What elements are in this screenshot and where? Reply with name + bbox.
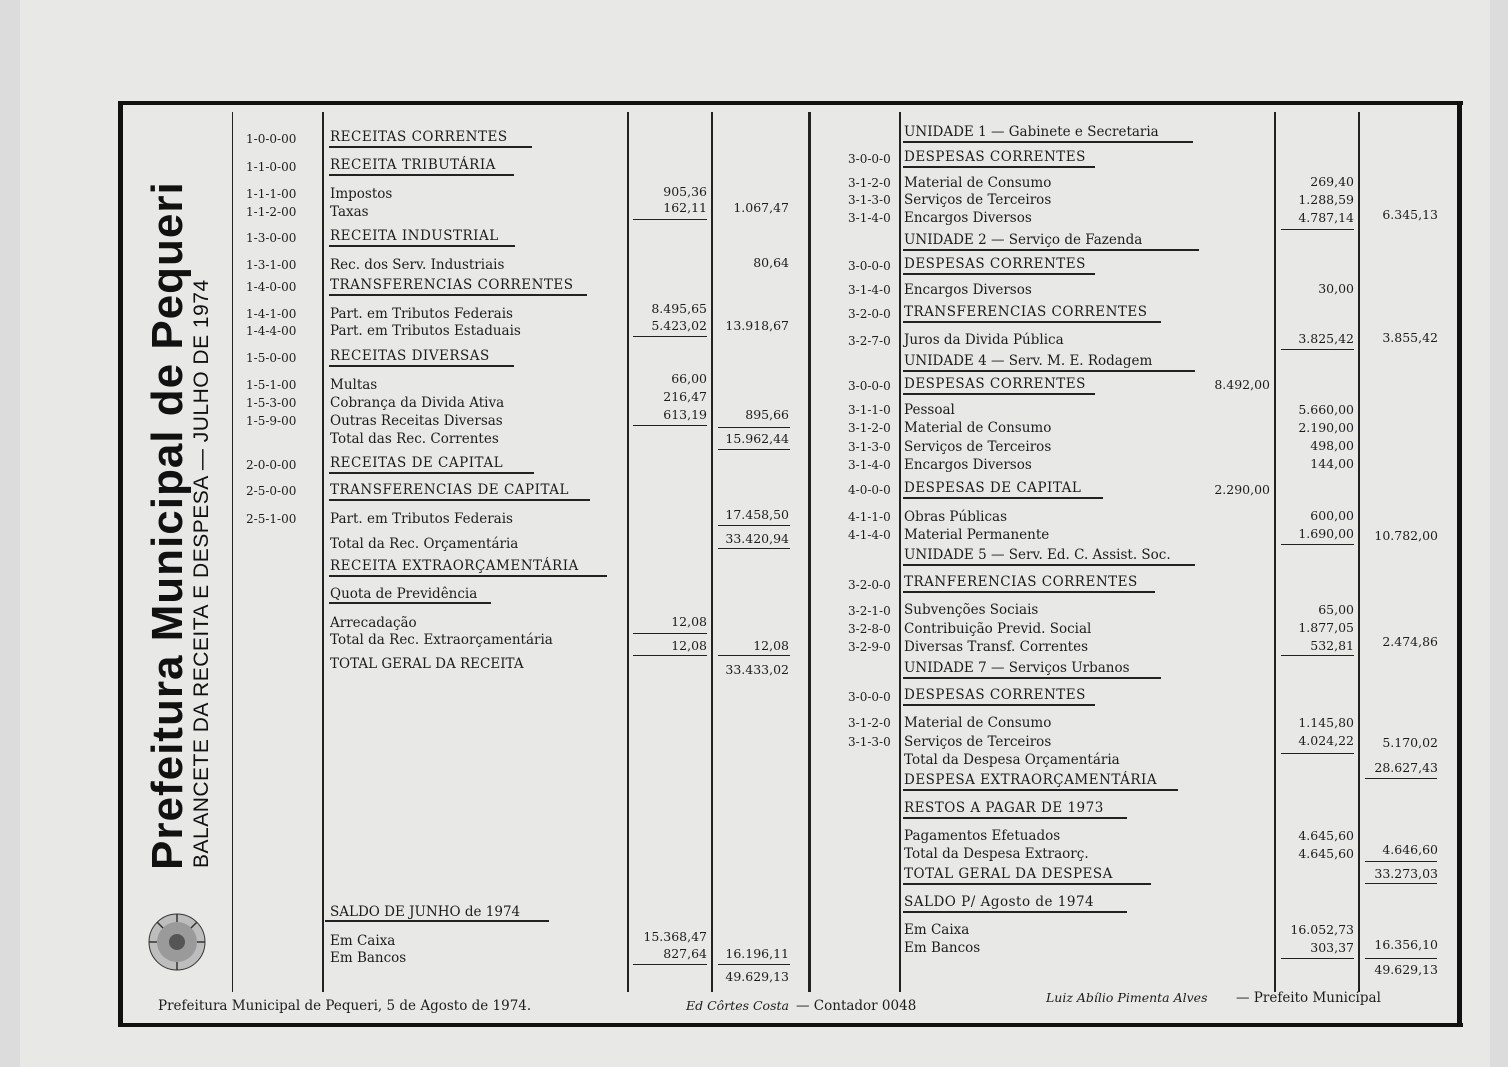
amount-grand-total: 49.629,13: [1374, 962, 1438, 977]
footer-prefeito-name: Luiz Abílio Pimenta Alves: [1046, 990, 1208, 1005]
heading-underline: [903, 883, 1151, 885]
sum-rule: [718, 525, 790, 526]
heading-underline: [903, 564, 1195, 566]
amount-partial: 3.825,42: [1298, 331, 1354, 346]
amount-partial: 600,00: [1310, 508, 1354, 523]
amount-partial: 216,47: [663, 389, 707, 404]
line-item-label: Part. em Tributos Estaduais: [330, 323, 521, 339]
account-code: 1-5-3-00: [246, 396, 297, 410]
rule-receita-code-col: [232, 112, 233, 992]
amount-partial: 4.787,14: [1298, 210, 1354, 225]
account-code: 3-0-0-0: [848, 379, 891, 393]
account-code: 3-2-8-0: [848, 622, 891, 636]
amount-partial: 613,19: [663, 407, 707, 422]
line-item-label: Material de Consumo: [904, 715, 1052, 731]
sum-rule: [633, 655, 707, 656]
account-code: 3-0-0-0: [848, 259, 891, 273]
sum-rule: [718, 964, 790, 965]
account-code: 3-1-4-0: [848, 211, 891, 225]
sum-rule: [633, 425, 707, 426]
line-item-label: Multas: [330, 377, 378, 393]
amount-partial: 4.645,60: [1298, 828, 1354, 843]
account-code: 2-5-1-00: [246, 512, 297, 526]
total-label: Total das Rec. Correntes: [330, 431, 499, 447]
total-label: Total da Despesa Orçamentária: [904, 752, 1120, 768]
rule-despesa-num2: [1358, 112, 1360, 992]
amount-total: 28.627,43: [1374, 760, 1438, 775]
account-code: 1-4-1-00: [246, 307, 297, 321]
amount-partial: 8.495,65: [651, 301, 707, 316]
amount-partial: 65,00: [1318, 602, 1354, 617]
line-item-label: Cobrança da Divida Ativa: [330, 395, 505, 411]
line-item-label: Pessoal: [904, 402, 955, 418]
total-label: Total da Despesa Extraorç.: [904, 846, 1089, 862]
section-heading: SALDO P/ Agosto de 1974: [904, 894, 1095, 910]
sum-rule: [1365, 883, 1437, 884]
line-item-label: Outras Receitas Diversas: [330, 413, 503, 429]
heading-underline: [903, 704, 1095, 706]
grand-total-label: TOTAL GERAL DA DESPESA: [904, 866, 1113, 882]
line-item-label: Encargos Diversos: [904, 210, 1032, 226]
amount-partial: 162,11: [663, 200, 707, 215]
section-heading: TRANSFERENCIAS DE CAPITAL: [330, 482, 569, 498]
account-code: 4-1-1-0: [848, 510, 891, 524]
frame-border-top: [118, 101, 1463, 105]
amount-partial: 498,00: [1310, 438, 1354, 453]
amount-subtotal: 10.782,00: [1374, 528, 1438, 543]
heading-underline: [903, 141, 1193, 143]
amount-subtotal: 5.170,02: [1382, 735, 1438, 750]
sum-rule: [633, 964, 707, 965]
sum-rule: [1365, 861, 1437, 862]
line-item-label: Contribuição Previd. Social: [904, 621, 1092, 637]
amount-grand-total: 33.433,02: [725, 662, 789, 677]
unit-heading: UNIDADE 4 — Serv. M. E. Rodagem: [904, 353, 1153, 369]
line-item-label: Em Bancos: [904, 940, 981, 956]
total-label: Total da Rec. Orçamentária: [330, 536, 519, 552]
line-item-label: Encargos Diversos: [904, 457, 1032, 473]
account-code: 1-5-9-00: [246, 414, 297, 428]
account-code: 3-1-3-0: [848, 735, 891, 749]
heading-underline: [903, 591, 1155, 593]
account-code: 3-1-1-0: [848, 403, 891, 417]
heading-underline: [329, 499, 590, 501]
amount-partial: 905,36: [663, 184, 707, 199]
sum-rule: [1281, 349, 1354, 350]
heading-underline: [903, 817, 1127, 819]
account-code: 3-2-9-0: [848, 640, 891, 654]
sum-rule: [1281, 544, 1354, 545]
rule-receita-desc-left: [322, 112, 324, 992]
section-heading: TRANFERENCIAS CORRENTES: [904, 574, 1138, 590]
sum-rule: [1365, 958, 1437, 959]
sum-rule: [718, 449, 790, 450]
heading-underline: [903, 321, 1161, 323]
account-code: 3-2-1-0: [848, 604, 891, 618]
line-item-label: Em Caixa: [330, 933, 396, 949]
amount-partial: 303,37: [1310, 940, 1354, 955]
sum-rule: [633, 633, 707, 634]
line-item-label: Material de Consumo: [904, 175, 1052, 191]
frame-border-right: [1457, 101, 1462, 1027]
amount-partial: 12,08: [671, 614, 707, 629]
unit-heading: UNIDADE 7 — Serviços Urbanos: [904, 660, 1130, 676]
account-code: 3-1-2-0: [848, 716, 891, 730]
total-label: Total da Rec. Extraorçamentária: [330, 632, 553, 648]
heading-underline: [903, 166, 1095, 168]
sum-rule: [1281, 958, 1354, 959]
section-heading: DESPESAS CORRENTES: [904, 376, 1086, 392]
frame-border-bottom: [118, 1023, 1463, 1027]
amount-subtotal: 4.646,60: [1382, 842, 1438, 857]
account-code: 1-4-4-00: [246, 324, 297, 338]
amount-partial: 827,64: [663, 946, 707, 961]
amount-partial: 15.368,47: [643, 929, 707, 944]
amount-partial: 5.423,02: [651, 318, 707, 333]
section-heading: DESPESAS CORRENTES: [904, 687, 1086, 703]
amount-subtotal: 16.356,10: [1374, 937, 1438, 952]
line-item-label: Arrecadação: [330, 615, 417, 631]
heading-underline: [903, 370, 1195, 372]
section-heading: RESTOS A PAGAR DE 1973: [904, 800, 1104, 816]
amount-partial: 1.690,00: [1298, 526, 1354, 541]
heading-underline: [329, 472, 534, 474]
rule-receita-num2: [711, 112, 713, 992]
amount-grand-total: 49.629,13: [725, 969, 789, 984]
heading-underline: [903, 911, 1127, 913]
rule-center: [808, 112, 811, 992]
sum-rule: [1365, 778, 1437, 779]
amount-group-total: 8.492,00: [1214, 377, 1270, 392]
section-heading: SALDO DE JUNHO de 1974: [330, 904, 521, 920]
amount-partial: 144,00: [1310, 456, 1354, 471]
amount-subtotal: 1.067,47: [733, 200, 789, 215]
heading-underline: [329, 575, 607, 577]
amount-partial: 4.645,60: [1298, 846, 1354, 861]
line-item-label: Serviços de Terceiros: [904, 734, 1052, 750]
amount-subtotal: 3.855,42: [1382, 330, 1438, 345]
account-code: 1-3-1-00: [246, 258, 297, 272]
section-heading: TRANSFERENCIAS CORRENTES: [904, 304, 1148, 320]
footer-place-date: Prefeitura Municipal de Pequeri, 5 de Agosto de 1974.: [158, 998, 532, 1014]
line-item-label: Material de Consumo: [904, 420, 1052, 436]
heading-underline: [329, 146, 532, 148]
account-code: 4-1-4-0: [848, 528, 891, 542]
account-code: 1-0-0-00: [246, 132, 297, 146]
amount-subtotal: 12,08: [753, 638, 789, 653]
footer-prefeito-role: — Prefeito Municipal: [1236, 990, 1381, 1006]
account-code: 1-1-2-00: [246, 205, 297, 219]
amount-subtotal: 80,64: [753, 255, 789, 270]
amount-subtotal: 16.196,11: [725, 946, 789, 961]
line-item-label: Em Caixa: [904, 922, 970, 938]
amount-partial: 1.145,80: [1298, 715, 1354, 730]
account-code: 3-2-7-0: [848, 334, 891, 348]
account-code: 1-1-1-00: [246, 187, 297, 201]
side-title: Prefeitura Municipal de Pequeri: [143, 181, 192, 870]
account-code: 3-1-4-0: [848, 283, 891, 297]
amount-grand-total: 33.273,03: [1374, 866, 1438, 881]
line-item-label: Serviços de Terceiros: [904, 439, 1052, 455]
heading-underline: [329, 245, 515, 247]
line-item-label: Diversas Transf. Correntes: [904, 639, 1089, 655]
account-code: 4-0-0-0: [848, 483, 891, 497]
rule-receita-num1: [627, 112, 629, 992]
section-heading: DESPESAS CORRENTES: [904, 256, 1086, 272]
heading-underline: [903, 273, 1095, 275]
amount-subtotal: 6.345,13: [1382, 207, 1438, 222]
line-item-label: Part. em Tributos Federais: [330, 511, 513, 527]
line-item-label: Encargos Diversos: [904, 282, 1032, 298]
line-item-label: Serviços de Terceiros: [904, 192, 1052, 208]
account-code: 1-1-0-00: [246, 160, 297, 174]
line-item-label: Em Bancos: [330, 950, 407, 966]
side-subtitle: BALANCETE DA RECEITA E DESPESA — JULHO DE 1974: [190, 279, 213, 868]
sum-rule: [1281, 753, 1354, 754]
account-code: 3-2-0-0: [848, 578, 891, 592]
account-code: 3-0-0-0: [848, 152, 891, 166]
sum-rule: [1281, 229, 1354, 230]
heading-underline: [329, 294, 587, 296]
line-item-label: Subvenções Sociais: [904, 602, 1039, 618]
amount-partial: 5.660,00: [1298, 402, 1354, 417]
line-item-label: Impostos: [330, 186, 393, 202]
amount-subtotal: 2.474,86: [1382, 634, 1438, 649]
unit-heading: UNIDADE 1 — Gabinete e Secretaria: [904, 124, 1159, 140]
sum-rule: [1281, 655, 1354, 656]
heading-underline: [903, 393, 1095, 395]
heading-underline: [325, 920, 549, 922]
municipal-seal-icon: [143, 908, 215, 974]
account-code: 3-2-0-0: [848, 307, 891, 321]
line-item-label: Part. em Tributos Federais: [330, 306, 513, 322]
sum-rule: [718, 548, 790, 549]
heading-underline: [903, 677, 1161, 679]
amount-partial: 4.024,22: [1298, 733, 1354, 748]
account-code: 3-1-3-0: [848, 440, 891, 454]
section-heading: DESPESA EXTRAORÇAMENTÁRIA: [904, 772, 1158, 788]
amount-partial: 66,00: [671, 371, 707, 386]
amount-partial: 1.877,05: [1298, 620, 1354, 635]
section-heading: TRANSFERENCIAS CORRENTES: [330, 277, 574, 293]
amount-partial: 16.052,73: [1290, 922, 1354, 937]
sum-rule: [633, 336, 707, 337]
account-code: 3-1-2-0: [848, 176, 891, 190]
amount-partial: 12,08: [671, 638, 707, 653]
heading-underline: [329, 365, 514, 367]
line-item-label: Taxas: [330, 204, 369, 220]
account-code: 1-5-0-00: [246, 351, 297, 365]
amount-subtotal: 17.458,50: [725, 507, 789, 522]
account-code: 2-5-0-00: [246, 484, 297, 498]
amount-total: 15.962,44: [725, 431, 789, 446]
rule-despesa-desc-left: [899, 112, 901, 992]
amount-partial: 2.190,00: [1298, 420, 1354, 435]
sum-rule: [718, 655, 790, 656]
account-code: 1-5-1-00: [246, 378, 297, 392]
heading-underline: [329, 174, 514, 176]
heading-underline: [903, 789, 1178, 791]
amount-group-total: 2.290,00: [1214, 482, 1270, 497]
amount-partial: 30,00: [1318, 281, 1354, 296]
line-item-label: Juros da Divida Pública: [904, 332, 1064, 348]
section-heading: RECEITA EXTRAORÇAMENTÁRIA: [330, 558, 579, 574]
section-heading: RECEITAS DE CAPITAL: [330, 455, 504, 471]
account-code: 3-1-4-0: [848, 458, 891, 472]
section-heading: Quota de Previdência: [330, 586, 478, 602]
section-heading: RECEITA TRIBUTÁRIA: [330, 157, 496, 173]
section-heading: DESPESAS DE CAPITAL: [904, 480, 1082, 496]
line-item-label: Rec. dos Serv. Industriais: [330, 257, 505, 273]
section-heading: RECEITAS CORRENTES: [330, 129, 508, 145]
account-code: 1-4-0-00: [246, 280, 297, 294]
amount-partial: 269,40: [1310, 174, 1354, 189]
line-item-label: Pagamentos Efetuados: [904, 828, 1061, 844]
account-code: 3-1-3-0: [848, 193, 891, 207]
unit-heading: UNIDADE 2 — Serviço de Fazenda: [904, 232, 1143, 248]
sum-rule: [633, 219, 707, 220]
heading-underline: [903, 497, 1103, 499]
sum-rule: [718, 427, 790, 428]
account-code: 2-0-0-00: [246, 458, 297, 472]
line-item-label: Obras Públicas: [904, 509, 1008, 525]
section-heading: RECEITAS DIVERSAS: [330, 348, 490, 364]
heading-underline: [329, 602, 491, 604]
account-code: 3-1-2-0: [848, 421, 891, 435]
account-code: 3-0-0-0: [848, 690, 891, 704]
heading-underline: [903, 249, 1199, 251]
footer-contador-role: — Contador 0048: [796, 998, 917, 1014]
grand-total-label: TOTAL GERAL DA RECEITA: [330, 656, 524, 672]
amount-partial: 1.288,59: [1298, 192, 1354, 207]
unit-heading: UNIDADE 5 — Serv. Ed. C. Assist. Soc.: [904, 547, 1171, 563]
line-item-label: Material Permanente: [904, 527, 1050, 543]
amount-subtotal: 895,66: [745, 407, 789, 422]
amount-partial: 532,81: [1310, 638, 1354, 653]
frame-border-left: [118, 101, 123, 1027]
amount-subtotal: 13.918,67: [725, 318, 789, 333]
account-code: 1-3-0-00: [246, 231, 297, 245]
section-heading: DESPESAS CORRENTES: [904, 149, 1086, 165]
footer-contador-name: Ed Côrtes Costa: [686, 998, 789, 1013]
amount-total: 33.420,94: [725, 531, 789, 546]
section-heading: RECEITA INDUSTRIAL: [330, 228, 499, 244]
